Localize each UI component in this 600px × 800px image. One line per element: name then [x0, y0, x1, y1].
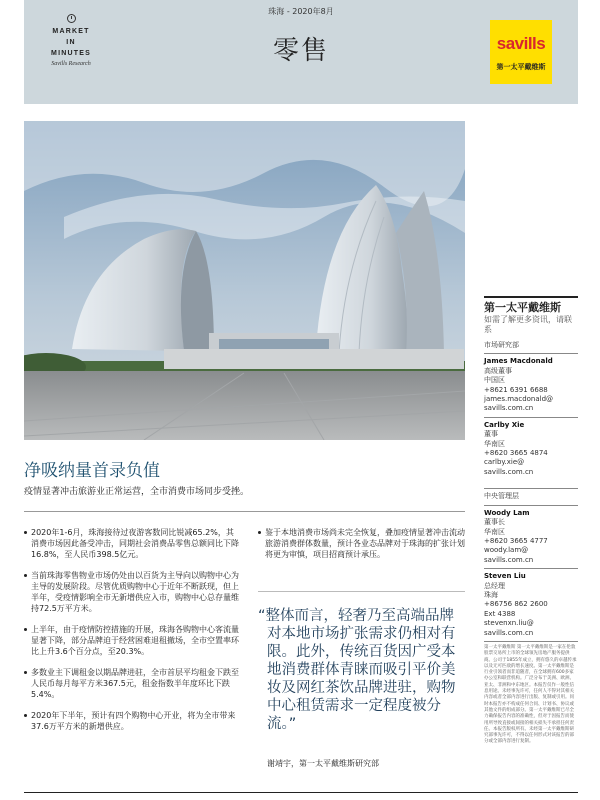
contact-email-domain[interactable]: savills.com.cn [484, 555, 534, 564]
contact-region: 华南区 [484, 439, 505, 448]
quote-divider [258, 591, 465, 592]
location-date: 珠海 - 2020年8月 [268, 7, 334, 16]
contact-card-steven-liu [484, 572, 578, 638]
contact-role: 董事 [484, 430, 498, 439]
savills-logo[interactable] [490, 20, 552, 84]
sidebar-org: 第一太平戴维斯 [484, 301, 561, 314]
report-header [24, 0, 578, 104]
article-subhead: 疫情显著冲击旅游业正常运营，全市消费市场同步受挫。 [24, 487, 250, 497]
dept-label-research: 市场研究部 [484, 341, 519, 349]
contact-email-user[interactable]: carlby.xie@ [484, 458, 525, 467]
sidebar-rule [484, 568, 578, 569]
contact-card-james-macdonald [484, 357, 578, 413]
sidebar-rule [484, 353, 578, 354]
quote-attribution: 谢靖宇，第一太平戴维斯研究部 [267, 759, 379, 768]
contact-phone[interactable]: +8620 3665 4874 [484, 449, 548, 458]
savills-logo-text: savills [496, 34, 546, 53]
contact-role: 总经理 [484, 581, 505, 590]
sidebar-rule [484, 505, 578, 506]
brand-subtitle: Savills Research [51, 61, 91, 67]
body-column-2 [258, 527, 465, 570]
bullet-point: 当前珠海零售物业市场仍处由以百货为主导向以购物中心为主导的发展阶段。尽管优质购物中心于近年不断跃现，但上半年，受疫情影响全市无新增供应入市，购物中心总存量维持72.5万平方米。 [24, 570, 239, 614]
savills-logo-cn: 第一太平戴维斯 [496, 63, 546, 71]
contact-region: 中国区 [484, 376, 505, 385]
contact-card-woody-lam [484, 509, 578, 565]
contact-region: 华南区 [484, 527, 505, 536]
contact-name: Steven Liu [484, 572, 526, 581]
report-title: 零售 [272, 36, 329, 66]
pull-quote: “整体而言，轻奢乃至高端品牌对本地市场扩张需求仍相对有限。此外，传统百货因广受本地消费群体青睐而吸引平价美妆及网红茶饮品牌进驻，购物中心租赁需求一定程度被分流。” [258, 608, 456, 732]
dept-label-management: 中央管理层 [484, 492, 519, 501]
article-headline: 净吸纳量首录负值 [24, 461, 160, 481]
contact-region: 珠海 [484, 590, 498, 599]
sidebar-call-to-action: 如需了解更多资讯，请联系 [484, 315, 572, 334]
brand-line-1: MARKET [52, 28, 90, 35]
contact-role: 高级董事 [484, 366, 512, 375]
contact-name: Woody Lam [484, 508, 530, 517]
contact-extension: Ext 4388 [484, 609, 516, 618]
contact-email-user[interactable]: james.macdonald@ [484, 395, 554, 404]
contact-name: Carlby Xie [484, 420, 525, 429]
contact-phone[interactable]: +86756 862 2600 [484, 600, 548, 609]
contact-phone[interactable]: +8621 6391 6688 [484, 385, 548, 394]
contact-email-user[interactable]: woody.lam@ [484, 546, 529, 555]
divider [24, 511, 465, 512]
contact-email-user[interactable]: stevenxn.liu@ [484, 619, 534, 628]
contact-sidebar [484, 296, 578, 746]
sidebar-top-rule [484, 296, 578, 298]
bullet-point: 2020年下半年，预计有四个购物中心开业，将为全市带来37.6万平方米的新增供应。 [24, 710, 239, 732]
brand-line-2: IN [66, 39, 76, 46]
sidebar-rule [484, 488, 578, 489]
cover-photo-opera-house [24, 121, 465, 440]
bullet-point: 2020年1-6月，珠海接待过夜游客数同比锐减65.2%，其消费市场因此备受冲击，同期社会消费品零售总额同比下降16.8%，至人民币398.5亿元。 [24, 527, 239, 560]
sidebar-rule [484, 417, 578, 418]
bullet-point: 鉴于本地消费市场尚未完全恢复，叠加疫情显著冲击流动旅游消费群体数量，预计各业态品牌对于珠海的扩张计划将更为审慎，项目招商预计承压。 [258, 527, 465, 560]
bullet-point: 上半年，由于疫情防控措施的开展，珠海各购物中心客流量显著下降，部分品牌迫于经营困难退租撤场，全市空置率环比上升3.6个百分点，至20.3%。 [24, 624, 239, 657]
contact-phone[interactable]: +8620 3665 4777 [484, 536, 548, 545]
contact-email-domain[interactable]: savills.com.cn [484, 628, 534, 637]
contact-card-carlby-xie [484, 421, 578, 477]
contact-role: 董事长 [484, 518, 505, 527]
contact-email-domain[interactable]: savills.com.cn [484, 404, 534, 413]
brand-line-3: MINUTES [51, 50, 91, 57]
contact-name: James Macdonald [484, 357, 553, 366]
contact-email-domain[interactable]: savills.com.cn [484, 467, 534, 476]
opera-house-illustration [24, 121, 465, 440]
legal-disclaimer: 第一太平戴维斯 第一太平戴维斯是一家在伦敦股票交易所上市的全球领先房地产服务提供商。公司于1855年成立，拥有悠久的卓越传承以及无可匹敌的增长速度。第一太平戴维斯是行业引领者而非追随者，在全球拥有600多家办公室和联营机构。广泛分布于美洲、欧洲、亚太、非洲和中东地区。本报告仅作一般性信息用途。未经事先许可，任何人不得对其相关内容或者全部内容进行出版、复制或引用。同时本报告亦不构成任何合同、计划书、协议或其他文件的组成部分。第一太平戴维斯已尽全力确保报告内容的准确性，但对于因报告而使用所导致直接或间接的相关损失不承担任何责任。本报告版权所有。未经第一太平戴维斯研究部事先许可，不得以任何形式对该报告的部分或全部内容进行复制。 [484, 644, 577, 745]
body-column-1 [24, 527, 239, 742]
bullet-point: 多数业主下调租金以期品牌进驻，全市首层平均租金下跌至人民币每月每平方米367.5元，租金指数半年度环比下跌 5.4%。 [24, 667, 239, 700]
sidebar-rule [484, 641, 578, 642]
footer-rule [24, 792, 578, 793]
